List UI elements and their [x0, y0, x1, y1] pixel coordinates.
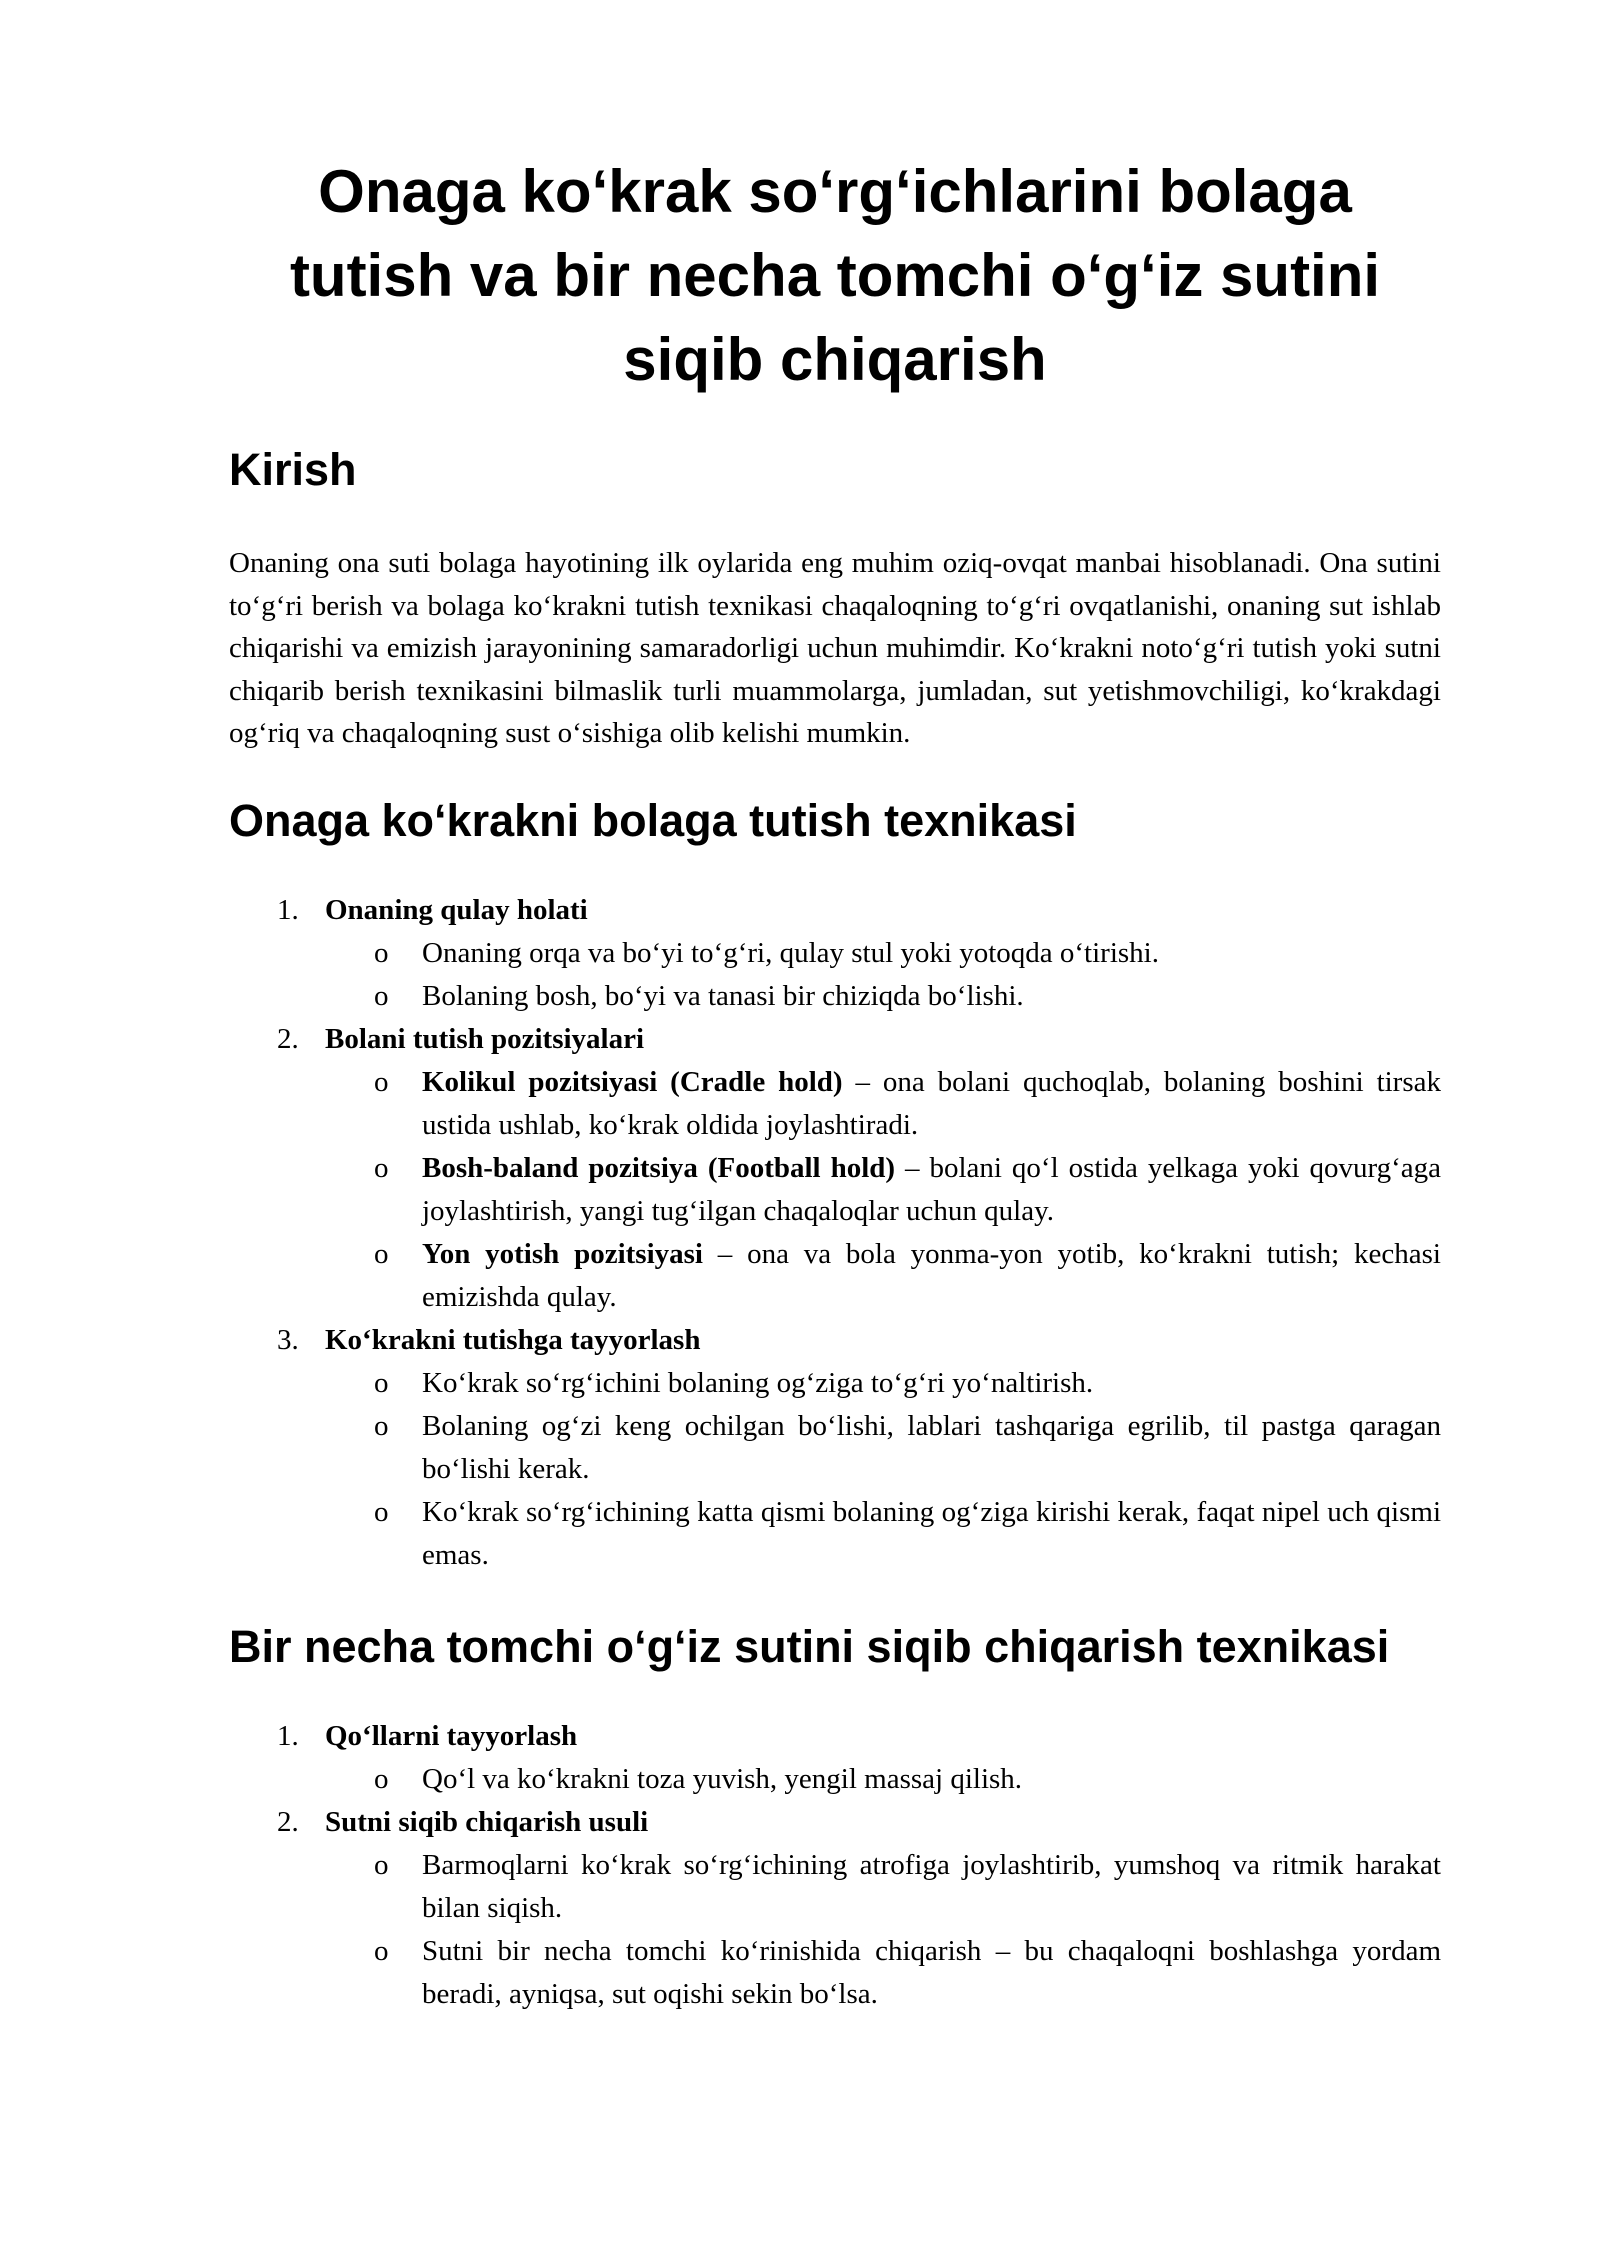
item-description: Bolaning bosh, boʻyi va tanasi bir chiziqda boʻlishi.	[422, 979, 1024, 1012]
list-item-text	[229, 1758, 1441, 1801]
document-body	[229, 150, 1441, 2016]
bullet-icon: o	[374, 936, 389, 969]
item-description: – bolani qoʻl ostida yelkaga yoki qovurgʻaga joylashtirish, yangi tugʻilgan chaqaloqlar uchun qulay.	[422, 1151, 1442, 1227]
step-number: 2.	[277, 1805, 299, 1838]
bullet-icon: o	[374, 1495, 389, 1528]
list-item-step	[229, 1801, 1441, 2016]
step-number: 2.	[277, 1022, 299, 1055]
list-item-text	[229, 932, 1441, 975]
step-number: 3.	[277, 1323, 299, 1356]
section-heading-expression-technique: Bir necha tomchi oʻgʻiz sutini siqib chiqarish texnikasi	[229, 1620, 1390, 1672]
bullet-icon: o	[374, 1409, 389, 1442]
step-title: Sutni siqib chiqarish usuli	[325, 1805, 649, 1838]
list-item	[229, 1362, 1441, 1405]
bullet-icon: o	[374, 1151, 389, 1184]
intro-paragraph: Onaning ona suti bolaga hayotining ilk oylarida eng muhim oziq-ovqat manbai hisoblanadi. Ona sutini toʻgʻri berish va bolaga koʻkrakni tutish texnikasi chaqaloqning toʻgʻri ovqatlanishi, onaning sut ishlab chiqarishi va emizish jarayonining samaradorligi uchun muhimdir. Koʻkrakni notoʻgʻri tutish yoki sutni chiqarib berish texnikasini bilmaslik turli muammolarga, jumladan, sut yetishmovchiligi, koʻkrakdagi ogʻriq va chaqaloqning sust oʻsishiga olib kelishi mumkin.	[229, 547, 1441, 749]
section-heading-latch-technique: Onaga koʻkrakni bolaga tutish texnikasi	[229, 794, 1077, 846]
list-item-text	[229, 1405, 1441, 1491]
sub-list	[325, 1362, 1441, 1577]
list-item-step	[229, 1319, 1441, 1577]
item-description: Barmoqlarni koʻkrak soʻrgʻichining atrofiga joylashtirib, yumshoq va ritmik harakat bilan siqish.	[422, 1848, 1441, 1924]
item-description: Sutni bir necha tomchi koʻrinishida chiqarish – bu chaqaloqni boshlashga yordam beradi, ayniqsa, sut oqishi sekin boʻlsa.	[422, 1934, 1441, 2010]
list-item-text	[229, 975, 1441, 1018]
bullet-icon: o	[374, 1366, 389, 1399]
item-description: Onaning orqa va boʻyi toʻgʻri, qulay stul yoki yotoqda oʻtirishi.	[422, 936, 1159, 969]
list-item	[229, 1844, 1441, 1930]
sub-list	[325, 1844, 1441, 2016]
term-label: Yon yotish pozitsiyasi	[422, 1237, 703, 1270]
bullet-icon: o	[374, 1237, 389, 1270]
sub-list	[325, 1758, 1441, 1801]
latch-technique-steps	[229, 889, 1441, 1577]
list-item	[229, 1758, 1441, 1801]
term-label: Kolikul pozitsiyasi (Cradle hold)	[422, 1065, 843, 1098]
list-item-text	[229, 1233, 1441, 1319]
list-item	[229, 1405, 1441, 1491]
list-item	[229, 1930, 1441, 2016]
sub-list	[325, 932, 1441, 1018]
item-description: Koʻkrak soʻrgʻichini bolaning ogʻziga toʻgʻri yoʻnaltirish.	[422, 1366, 1094, 1399]
section-heading-intro: Kirish	[229, 444, 357, 495]
bullet-icon: o	[374, 979, 389, 1012]
list-item-text	[229, 1061, 1441, 1147]
item-description: – ona bolani quchoqlab, bolaning boshini tirsak ustida ushlab, koʻkrak oldida joylashtiradi.	[422, 1065, 1441, 1141]
list-item-text	[229, 1844, 1441, 1930]
step-title: Koʻkrakni tutishga tayyorlash	[325, 1323, 701, 1356]
bullet-icon: o	[374, 1065, 389, 1098]
step-title: Qoʻllarni tayyorlash	[325, 1719, 578, 1752]
list-item	[229, 975, 1441, 1018]
bullet-icon: o	[374, 1848, 389, 1881]
list-item	[229, 1147, 1441, 1233]
list-item-text	[229, 1362, 1441, 1405]
bullet-icon: o	[374, 1762, 389, 1795]
expression-technique-steps	[229, 1715, 1441, 2016]
list-item-step	[229, 1018, 1441, 1319]
list-item	[229, 1491, 1441, 1577]
list-item-step	[229, 1715, 1441, 1801]
item-description: Qoʻl va koʻkrakni toza yuvish, yengil massaj qilish.	[422, 1762, 1023, 1795]
step-number: 1.	[277, 1719, 299, 1752]
list-item-text	[229, 1930, 1441, 2016]
term-label: Bosh-baland pozitsiya (Football hold)	[422, 1151, 896, 1184]
list-item-text	[229, 1491, 1441, 1577]
item-description: – ona va bola yonma-yon yotib, koʻkrakni tutish; kechasi emizishda qulay.	[422, 1237, 1441, 1313]
step-number: 1.	[277, 893, 299, 926]
list-item-text	[229, 1147, 1441, 1233]
item-description: Koʻkrak soʻrgʻichining katta qismi bolaning ogʻziga kirishi kerak, faqat nipel uch qismi emas.	[422, 1495, 1441, 1571]
step-title: Bolani tutish pozitsiyalari	[325, 1022, 645, 1055]
sub-list	[325, 1061, 1441, 1319]
list-item-step	[229, 889, 1441, 1018]
list-item	[229, 932, 1441, 975]
document-title: Onaga koʻkrak soʻrgʻichlarini bolaga tutish va bir necha tomchi oʻgʻiz sutini siqib chiqarish	[289, 158, 1381, 393]
step-title: Onaning qulay holati	[325, 893, 588, 926]
list-item	[229, 1233, 1441, 1319]
list-item	[229, 1061, 1441, 1147]
bullet-icon: o	[374, 1934, 389, 1967]
item-description: Bolaning ogʻzi keng ochilgan boʻlishi, lablari tashqariga egrilib, til pastga qaragan boʻlishi kerak.	[422, 1409, 1441, 1485]
